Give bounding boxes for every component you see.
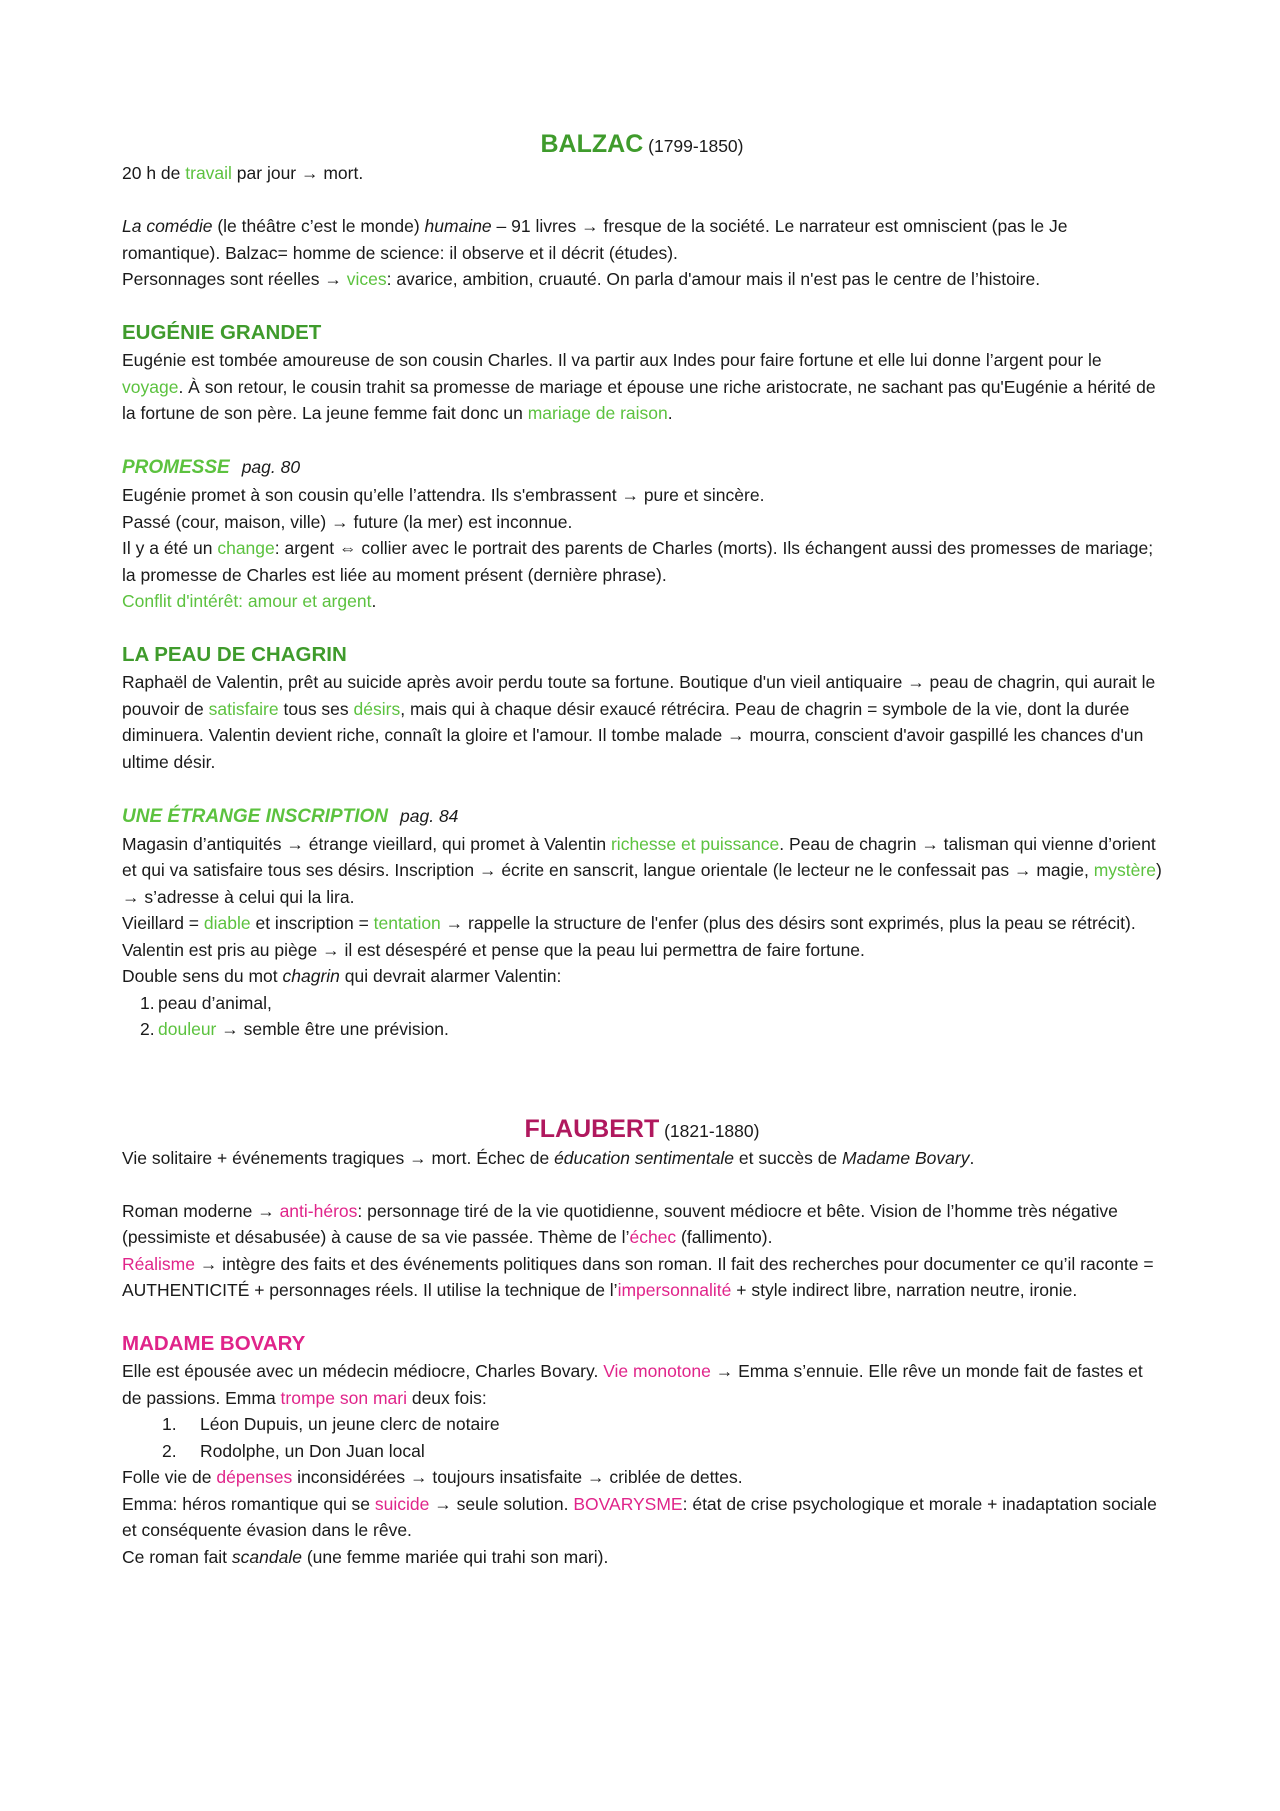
heading-madame-bovary: MADAME BOVARY (122, 1332, 306, 1355)
bovary-paragraph: Folle vie de dépenses inconsidérées → toujours insatisfaite → criblée de dettes. (122, 1467, 743, 1487)
eugenie-summary: Eugénie est tombée amoureuse de son cousin Charles. Il va partir aux Indes pour faire fortune et elle lui donne l’argent pour le voyage. À son retour, le cousin trahit sa promesse de mariage et épouse une riche aristocrate, ne sachant pas qu'Eugénie a hérité de la fortune de son père. La jeune femme fait donc un mariage de raison. (122, 350, 1156, 423)
inscription-paragraph: Vieillard = diable et inscription = tentation → rappelle la structure de l'enfer (plus des désirs sont exprimés, plus la peau se rétrécit). Valentin est pris au piège → il est désespéré et pense que la peau lui permettra de faire fortune. (122, 913, 1136, 960)
heading-promesse: PROMESSE pag. 80 (122, 457, 301, 478)
list-item: 1. peau d’animal, (140, 992, 272, 1013)
promesse-line: Passé (cour, maison, ville) → future (la mer) est inconnue. (122, 511, 573, 532)
balzac-title (122, 128, 1162, 160)
author-name: FLAUBERT (524, 1114, 660, 1143)
heading-inscription: UNE ÉTRANGE INSCRIPTION pag. 84 (122, 805, 459, 827)
balzac-comedie: La comédie (le théâtre c’est le monde) humaine – 91 livres → fresque de la société. Le narrateur est omniscient (pas le Je romantique). Balzac= homme de science: il observe et il décrit (études). (122, 216, 1068, 263)
flaubert-title (122, 1113, 1162, 1145)
list-item: 1. Léon Dupuis, un jeune clerc de notaire (162, 1414, 500, 1434)
bovary-paragraph: Emma: héros romantique qui se suicide → seule solution. BOVARYSME: état de crise psychologique et morale + inadaptation sociale et conséquente évasion dans le rêve. (122, 1493, 1157, 1540)
inscription-paragraph: Magasin d’antiquités → étrange vieillard, qui promet à Valentin richesse et puissance. Peau de chagrin → talisman qui vienne d’orient et qui va satisfaire tous ses désirs. Inscription → écrite en sanscrit, langue orientale (le lecteur ne le confessait pas → magie, mystère) → s’adresse à celui qui la lira. (122, 833, 1162, 907)
flaubert-intro: Vie solitaire + événements tragiques → mort. Échec de éducation sentimentale et succès de Madame Bovary. (122, 1147, 975, 1168)
peau-summary: Raphaël de Valentin, prêt au suicide après avoir perdu toute sa fortune. Boutique d'un vieil antiquaire → peau de chagrin, qui aurait le pouvoir de satisfaire tous ses désirs, mais qui à chaque désir exaucé rétrécira. Peau de chagrin = symbole de la vie, dont la durée diminuera. Valentin devient riche, connaît la gloire et l'amour. Il tombe malade → mourra, conscient d'avoir gaspillé les chances d'un ultime désir. (122, 672, 1156, 772)
page-reference: pag. 80 (241, 457, 301, 477)
balzac-intro: 20 h de travail par jour → mort. (122, 163, 364, 183)
lovers-list (122, 1411, 1162, 1464)
list-item: 2. douleur → semble être une prévision. (140, 1019, 449, 1039)
flaubert-realisme: Réalisme → intègre des faits et des événements politiques dans son roman. Il fait des recherches pour documenter ce qu’il raconte = AUTHENTICITÉ + personnages réels. Il utilise la technique de l’impersonnalité + style indirect libre, narration neutre, ironie. (122, 1253, 1154, 1300)
author-name: BALZAC (540, 130, 644, 158)
list-item: 2. Rodolphe, un Don Juan local (162, 1440, 425, 1461)
document-page (122, 128, 1162, 1570)
author-dates: (1821-1880) (664, 1120, 760, 1141)
heading-peau-de-chagrin: LA PEAU DE CHAGRIN (122, 643, 347, 666)
promesse-line: Conflit d'intérêt: amour et argent. (122, 591, 377, 611)
inscription-paragraph: Double sens du mot chagrin qui devrait alarmer Valentin: (122, 966, 562, 986)
author-dates: (1799-1850) (648, 136, 744, 156)
bovary-paragraph: Ce roman fait scandale (une femme mariée qui trahi son mari). (122, 1546, 609, 1567)
heading-eugenie-grandet: EUGÉNIE GRANDET (122, 321, 322, 344)
promesse-line: Il y a été un change: argent ⇔ collier avec le portrait des parents de Charles (morts). Ils échangent aussi des promesses de mariage; la promesse de Charles est liée au moment présent (dernière phrase). (122, 538, 1154, 585)
balzac-personnages: Personnages sont réelles → vices: avarice, ambition, cruauté. On parla d'amour mais il n'est pas le centre de l’histoire. (122, 269, 1041, 289)
flaubert-roman-moderne: Roman moderne → anti-héros: personnage tiré de la vie quotidienne, souvent médiocre et bête. Vision de l’homme très négative (pessimiste et désabusée) à cause de sa vie passée. Thème de l’échec (fallimento). (122, 1200, 1118, 1247)
chagrin-meanings-list (122, 990, 1162, 1043)
page-reference: pag. 84 (400, 805, 459, 826)
bovary-paragraph: Elle est épousée avec un médecin médiocre, Charles Bovary. Vie monotone → Emma s’ennuie. Elle rêve un monde fait de fastes et de passions. Emma trompe son mari deux fois: (122, 1361, 1143, 1408)
promesse-line: Eugénie promet à son cousin qu’elle l’attendra. Ils s'embrassent → pure et sincère. (122, 485, 765, 505)
